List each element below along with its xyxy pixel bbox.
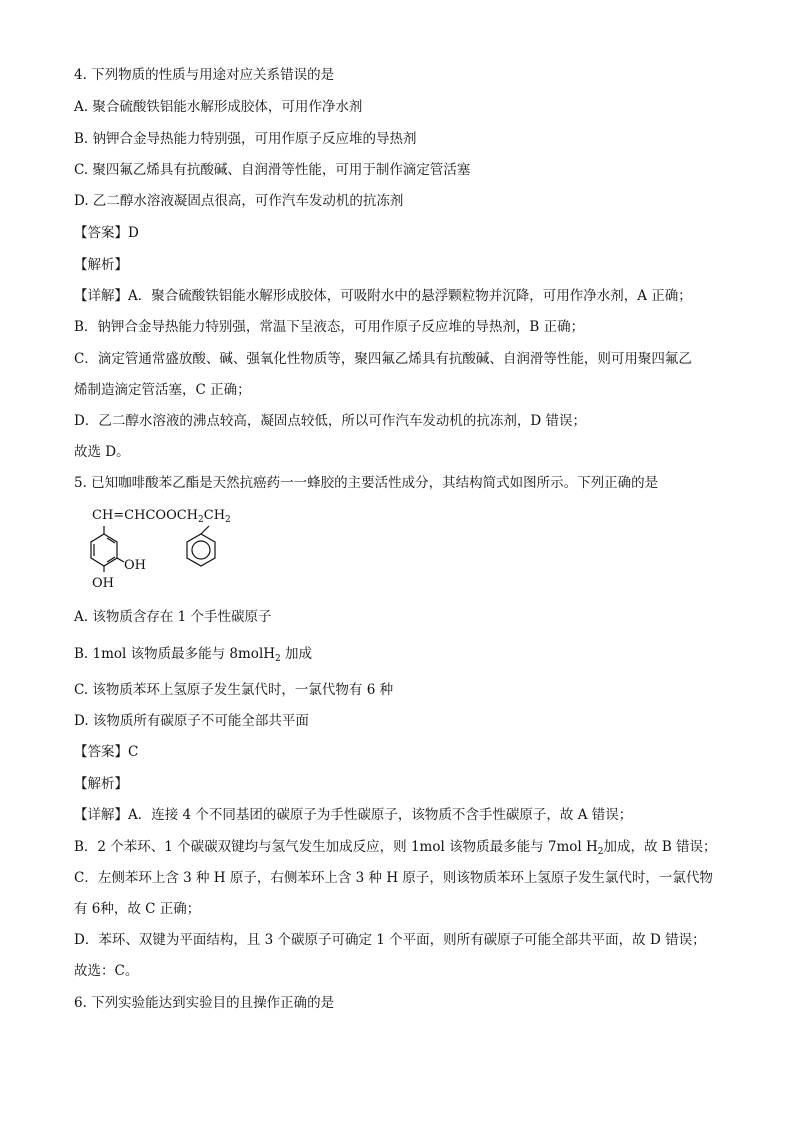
q5-stem: 5. 已知咖啡酸苯乙酯是天然抗癌药一一蜂胶的主要活性成分，其结构简式如图所示。下列正确的是 (74, 475, 659, 491)
q5-answer: 【答案】C (74, 744, 139, 760)
right-benzene-ring (187, 534, 215, 566)
q5-option-d: D. 该物质所有碳原子不可能全部共平面 (74, 713, 309, 729)
q5-conclusion: 故选：C。 (74, 963, 139, 979)
q4-option-a: A. 聚合硫酸铁铝能水解形成胶体，可用作净水剂 (74, 99, 363, 115)
q4-option-b: B. 钠钾合金导热能力特别强，可用作原子反应堆的导热剂 (74, 131, 417, 147)
q4-analysis-heading: 【解析】 (74, 257, 128, 273)
q4-detail-a: 【详解】A．聚合硫酸铁铝能水解形成胶体，可吸附水中的悬浮颗粒物并沉降，可用作净水剂，A 正确； (74, 288, 692, 304)
q5-detail-c-line1: C．左侧苯环上含 3 种 H 原子，右侧苯环上含 3 种 H 原子，则该物质苯环上氢原子发生氯代时，一氯代物 (74, 870, 713, 886)
q5-detail-a: 【详解】A．连接 4 个不同基团的碳原子为手性碳原子，该物质不含手性碳原子，故 A 错误； (74, 807, 633, 823)
q4-detail-d: D．乙二醇水溶液的沸点较高，凝固点较低，所以可作汽车发动机的抗冻剂，D 错误； (74, 413, 586, 429)
q4-stem: 4. 下列物质的性质与用途对应关系错误的是 (74, 67, 335, 83)
q4-detail-c-line1: C．滴定管通常盛放酸、碱、强氧化性物质等，聚四氟乙烯具有抗酸碱、自润滑等性能，则可用聚四氟乙 (74, 351, 692, 367)
q5-detail-b: B．2 个苯环、1 个碳碳双键均与氢气发生加成反应，则 1mol 该物质最多能与 7mol $H_2$加成，故 B 错误； (74, 839, 717, 857)
q4-answer: 【答案】D (74, 225, 139, 241)
q4-detail-b: B．钠钾合金导热能力特别强，常温下呈液态，可用作原子反应堆的导热剂，B 正确； (74, 319, 585, 335)
q6-stem: 6. 下列实验能达到实验目的且操作正确的是 (74, 995, 335, 1011)
formula-chain-label: $CH=CHCOOCH_2CH_2$ (92, 508, 231, 525)
oh-label-bottom: OH (92, 576, 114, 591)
q4-option-d: D. 乙二醇水溶液凝固点很高，可作汽车发动机的抗冻剂 (74, 193, 404, 209)
q5-detail-c-line2: 有 6种，故 C 正确； (74, 901, 201, 917)
q4-conclusion: 故选 D。 (74, 444, 130, 460)
q5-detail-d: D．苯环、双键为平面结构，且 3 个碳原子可确定 1 个平面，则所有碳原子可能全部共平面，故 D 错误； (74, 932, 706, 948)
oh-label-right: OH (124, 558, 146, 573)
q4-detail-c-line2: 烯制造滴定管活塞，C 正确； (74, 382, 251, 398)
q5-option-b: B. 1mol 该物质最多能与 8molH$_2$ 加成 (74, 646, 313, 664)
left-benzene-ring (91, 534, 117, 566)
q5-option-c: C. 该物质苯环上氢原子发生氯代时，一氯代物有 6 种 (74, 682, 394, 698)
structural-formula (84, 504, 244, 596)
q5-option-a: A. 该物质含存在 1 个手性碳原子 (74, 609, 272, 625)
q4-option-c: C. 聚四氟乙烯具有抗酸碱、自润滑等性能，可用于制作滴定管活塞 (74, 162, 471, 178)
q5-analysis-heading: 【解析】 (74, 776, 128, 792)
